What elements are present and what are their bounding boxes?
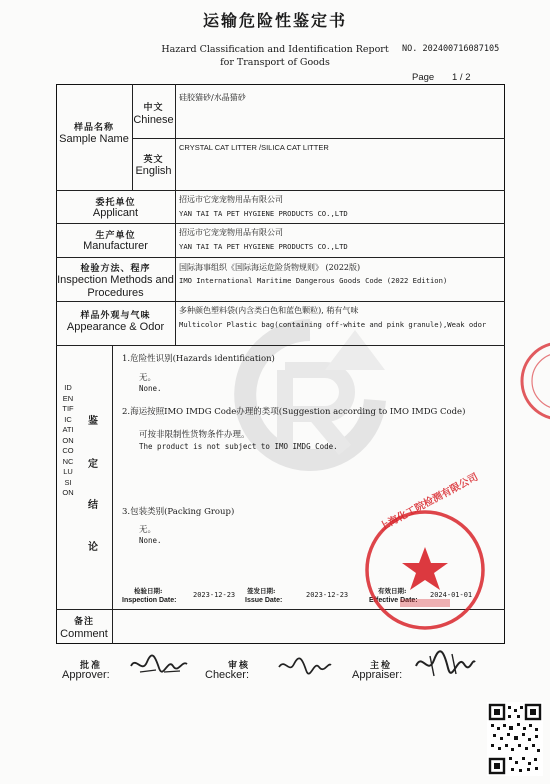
- manufacturer-label-cn: 生产单位: [95, 231, 136, 241]
- methods-label-en-line1: Inspection Methods and: [57, 274, 174, 286]
- appearance-label-en: Appearance & Odor: [66, 321, 165, 333]
- report-title-cn: 运输危险性鉴定书: [202, 11, 347, 30]
- inspection-date-value: 2023-12-23: [193, 591, 236, 599]
- appearance-label-cn: 样品外观与气味: [80, 311, 151, 321]
- comment-label-en: Comment: [60, 628, 108, 640]
- checker-signature: [276, 652, 334, 678]
- sample-name-chinese-value: 硅胶猫砂/水晶猫砂: [179, 93, 246, 102]
- applicant-label-en: Applicant: [92, 207, 139, 219]
- checker-label-cn: 审核: [228, 661, 251, 671]
- effective-date-label-en: Effective Date:: [369, 597, 418, 604]
- english-label-cn: 英文: [143, 155, 164, 165]
- applicant-value-en: YAN TAI TA PET HYGIENE PRODUCTS CO.,LTD: [179, 209, 348, 218]
- manufacturer-label-en: Manufacturer: [83, 240, 148, 252]
- divider: [56, 190, 505, 191]
- effective-date-value: 2024-01-01: [430, 591, 473, 599]
- chinese-label-cn: 中文: [143, 103, 164, 113]
- hazards-identification-value-cn: 无。: [139, 373, 157, 383]
- divider: [56, 223, 505, 224]
- methods-value-cn: 国际海事组织《国际海运危险货物规则》 (2022版): [179, 263, 361, 272]
- english-label-en: English: [135, 165, 172, 177]
- qr-code-icon: [487, 702, 543, 776]
- appearance-value-en: Multicolor Plastic bag(containing off-white and pink granule),Weak odor: [179, 320, 487, 329]
- divider: [175, 84, 176, 345]
- appraiser-label-en: Appraiser:: [352, 669, 403, 681]
- hazards-identification-value-en: None.: [139, 384, 162, 393]
- divider: [56, 345, 505, 346]
- packing-group-value-en: None.: [139, 536, 162, 545]
- approver-label-en: Approver:: [62, 669, 110, 681]
- imdg-suggestion-heading: 2.海运按照IMO IMDG Code办理的类项(Suggestion according to IMO IMDG Code): [122, 407, 466, 417]
- checker-label-en: Checker:: [205, 669, 250, 681]
- issue-date-value: 2023-12-23: [306, 591, 349, 599]
- packing-group-value-cn: 无。: [139, 525, 157, 535]
- imdg-suggestion-value-en: The product is not subject to IMO IMDG Code.: [139, 442, 338, 451]
- report-title-en-line1: Hazard Classification and Identification Report: [161, 44, 389, 55]
- packing-group-heading: 3.包装类别(Packing Group): [122, 507, 235, 517]
- hazards-identification-heading: 1.危险性识别(Hazards identification): [122, 354, 275, 364]
- methods-value-en: IMO International Maritime Dangerous Goods Code (2022 Edition): [179, 276, 448, 285]
- effective-date-label-cn: 有效日期:: [378, 587, 407, 595]
- manufacturer-value-en: YAN TAI TA PET HYGIENE PRODUCTS CO.,LTD: [179, 242, 348, 251]
- partial-side-seal: [520, 336, 550, 426]
- sample-name-label-cn: 样品名称: [73, 123, 114, 133]
- issue-date-label-en: Issue Date:: [245, 597, 283, 604]
- conclusion-label-cn-2: 定: [88, 459, 98, 470]
- report-number: NO. 202400716087105: [402, 44, 500, 54]
- methods-label-cn: 检验方法、程序: [80, 264, 151, 274]
- issue-date-label-cn: 签发日期:: [247, 587, 276, 595]
- inspection-date-label-en: Inspection Date:: [122, 597, 177, 604]
- chinese-label-en: Chinese: [133, 114, 174, 126]
- inspection-date-label-cn: 检验日期:: [134, 587, 163, 595]
- appearance-value-cn: 多种颜色塑料袋(内含类白色和蓝色颗粒), 稍有气味: [179, 306, 359, 315]
- conclusion-label-cn-3: 结: [88, 500, 98, 511]
- approver-label-cn: 批准: [80, 661, 103, 671]
- comment-label-cn: 备注: [73, 617, 94, 627]
- approver-signature: [128, 652, 190, 678]
- conclusion-vertical-label-en: IDENTIFICATIONCONCLUSION: [62, 383, 74, 497]
- methods-label-en-line2: Procedures: [87, 287, 144, 299]
- page-label: Page: [412, 72, 435, 83]
- divider: [112, 345, 113, 644]
- report-title-en-line2: for Transport of Goods: [220, 57, 330, 68]
- appraiser-label-cn: 主检: [370, 661, 393, 671]
- applicant-value-cn: 招远市它宠宠物用品有限公司: [179, 195, 283, 204]
- imdg-suggestion-value-cn: 可按非限制性货物条件办理。: [139, 430, 250, 440]
- appraiser-signature: [412, 648, 478, 680]
- page-number: 1 / 2: [452, 72, 471, 83]
- manufacturer-value-cn: 招远市它宠宠物用品有限公司: [179, 228, 283, 237]
- divider: [56, 257, 505, 258]
- conclusion-label-cn-1: 鉴: [88, 416, 98, 427]
- divider: [56, 301, 505, 302]
- conclusion-label-cn-4: 论: [88, 542, 98, 553]
- seal-org-text: 上海化工院检测有限公司: [377, 471, 481, 534]
- sample-name-label-en: Sample Name: [59, 133, 129, 145]
- sample-name-english-value: CRYSTAL CAT LITTER /SILICA CAT LITTER: [179, 143, 329, 152]
- divider: [132, 138, 505, 139]
- applicant-label-cn: 委托单位: [95, 198, 136, 208]
